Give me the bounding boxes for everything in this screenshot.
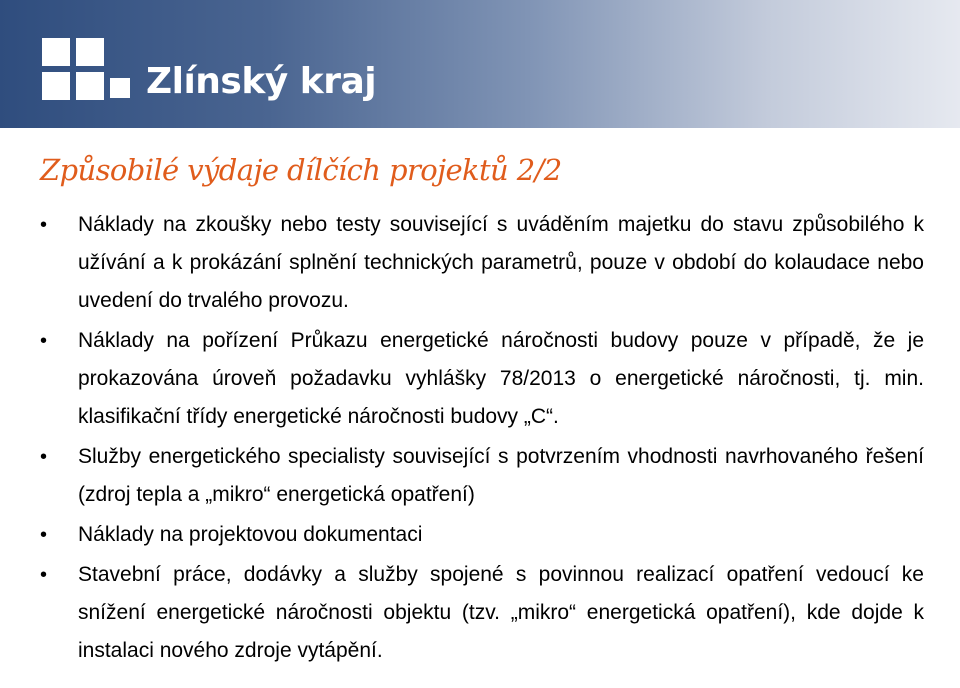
header-banner	[0, 0, 960, 128]
bullet-text: Stavební práce, dodávky a služby spojené s povinnou realizací opatření vedoucí ke snížení energetické náročnosti objektu (tzv. „mikro“ energetická opatření), kde dojde k instalaci nového zdroje vytápění.	[78, 563, 924, 662]
bullet-text: Náklady na pořízení Průkazu energetické náročnosti budovy pouze v případě, že je prokazována úroveň požadavku vyhlášky 78/2013 o energetické náročnosti, tj. min. klasifikační třídy energetické náročnosti budovy „C“.	[78, 329, 924, 428]
bullet-icon: •	[40, 330, 48, 352]
bullet-text: Služby energetického specialisty související s potvrzením vhodnosti navrhovaného řešení (zdroj tepla a „mikro“ energetická opatření)	[78, 445, 924, 506]
bullet-item	[36, 322, 924, 436]
bullet-text: Náklady na zkoušky nebo testy související s uváděním majetku do stavu způsobilého k užívání a k prokázání splnění technických parametrů, pouze v období do kolaudace nebo uvedení do trvalého provozu.	[78, 213, 924, 312]
brand-name: Zlínský kraj	[146, 61, 377, 102]
bullet-text: Náklady na projektovou dokumentaci	[78, 523, 423, 546]
bullet-item	[36, 438, 924, 514]
bullet-list	[36, 206, 924, 672]
slide-title: Způsobilé výdaje dílčích projektů 2/2	[40, 153, 562, 187]
bullet-item	[36, 516, 924, 554]
logo-squares-icon	[42, 38, 134, 102]
bullet-icon: •	[40, 524, 48, 546]
bullet-item	[36, 556, 924, 670]
bullet-icon: •	[40, 564, 48, 586]
zlinsky-kraj-logo	[42, 38, 377, 108]
bullet-item	[36, 206, 924, 320]
bullet-icon: •	[40, 446, 48, 468]
bullet-icon: •	[40, 214, 48, 236]
